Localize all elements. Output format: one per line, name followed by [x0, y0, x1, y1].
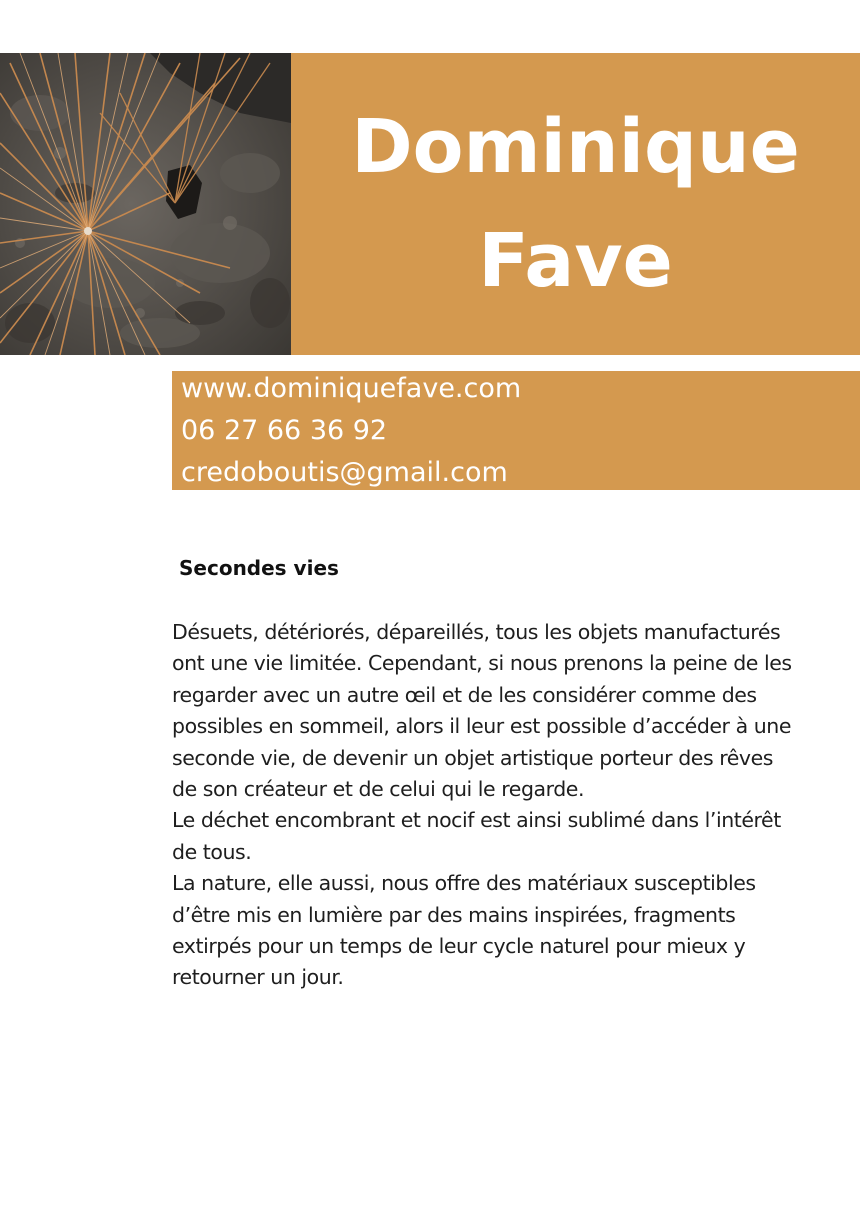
- title-first-name: Dominique: [351, 104, 800, 190]
- body-line: Le déchet encombrant et nocif est ainsi sublimé dans l’intérêt: [172, 808, 781, 833]
- body-line: seconde vie, de devenir un objet artistique porteur des rêves: [172, 745, 774, 770]
- body-line: ont une vie limitée. Cependant, si nous prenons la peine de les: [172, 651, 792, 676]
- body-line: regarder avec un autre œil et de les considérer comme des: [172, 682, 757, 707]
- body-line: de son créateur et de celui qui le regarde.: [172, 777, 585, 802]
- body-line: Désuets, détériorés, dépareillés, tous les objets manufacturés: [172, 620, 781, 644]
- body-paragraph: [172, 617, 832, 994]
- name-title-panel: [291, 53, 860, 355]
- artwork-photo: [0, 53, 291, 355]
- body-line: extirpés pour un temps de leur cycle naturel pour mieux y: [172, 934, 746, 959]
- body-line: possibles en sommeil, alors il leur est possible d’accéder à une: [172, 714, 792, 739]
- body-line: La nature, elle aussi, nous offre des matériaux susceptibles: [172, 871, 756, 896]
- email-link[interactable]: credoboutis@gmail.com: [181, 457, 508, 488]
- section-heading: Secondes vies: [179, 556, 339, 580]
- body-line: de tous.: [172, 839, 252, 864]
- title-last-name: Fave: [478, 218, 673, 304]
- contact-panel: [172, 371, 860, 490]
- body-line: retourner un jour.: [172, 965, 344, 990]
- body-line: d’être mis en lumière par des mains inspirées, fragments: [172, 902, 736, 927]
- website-link[interactable]: www.dominiquefave.com: [181, 373, 522, 404]
- phone-number: 06 27 66 36 92: [181, 415, 388, 446]
